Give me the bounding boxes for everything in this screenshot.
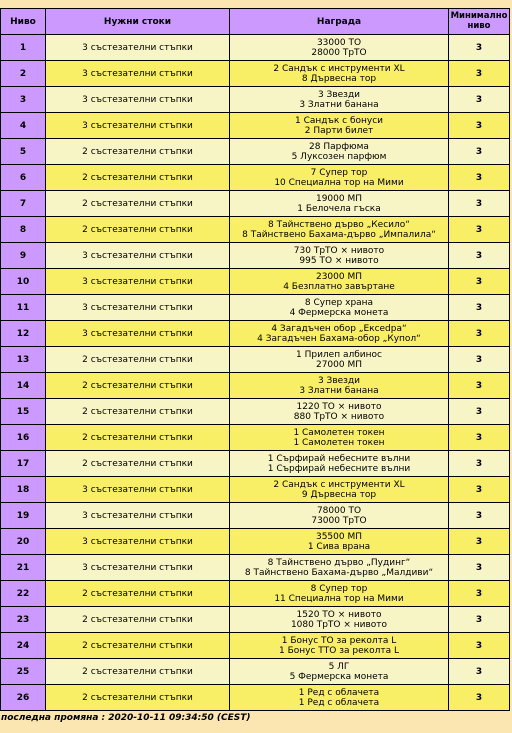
goods-cell: 3 състезателни стъпки bbox=[46, 477, 229, 502]
header-min-level: Минимално ниво bbox=[449, 9, 509, 34]
level-cell: 19 bbox=[1, 503, 45, 528]
level-cell: 24 bbox=[1, 633, 45, 658]
goods-cell: 2 състезателни стъпки bbox=[46, 451, 229, 476]
goods-cell: 3 състезателни стъпки bbox=[46, 321, 229, 346]
reward-cell bbox=[230, 555, 448, 580]
goods-cell: 2 състезателни стъпки bbox=[46, 399, 229, 424]
min-level-cell: 3 bbox=[449, 633, 509, 658]
reward-line: 4 Загадъчен обор „Ексedра“ bbox=[271, 323, 407, 334]
min-level-cell: 3 bbox=[449, 477, 509, 502]
level-cell: 12 bbox=[1, 321, 45, 346]
table-row bbox=[1, 191, 509, 216]
reward-line: 1 Сива врана bbox=[307, 541, 371, 552]
goods-cell: 2 състезателни стъпки bbox=[46, 633, 229, 658]
reward-cell bbox=[230, 243, 448, 268]
table-row bbox=[1, 165, 509, 190]
reward-line: 35500 МП bbox=[315, 531, 363, 542]
reward-cell bbox=[230, 269, 448, 294]
min-level-cell: 3 bbox=[449, 373, 509, 398]
table-row bbox=[1, 581, 509, 606]
reward-cell bbox=[230, 659, 448, 684]
min-level-cell: 3 bbox=[449, 61, 509, 86]
table-row bbox=[1, 659, 509, 684]
reward-line: 1080 ТрТО × нивото bbox=[290, 619, 388, 630]
min-level-cell: 3 bbox=[449, 607, 509, 632]
goods-cell: 2 състезателни стъпки bbox=[46, 685, 229, 710]
reward-line: 8 Тайнствено Бахама-дърво „Импалила“ bbox=[242, 229, 436, 240]
min-level-cell: 3 bbox=[449, 425, 509, 450]
reward-line: 1 Самолетен токен bbox=[293, 427, 385, 438]
table-row bbox=[1, 87, 509, 112]
table-row bbox=[1, 139, 509, 164]
goods-cell: 2 състезателни стъпки bbox=[46, 659, 229, 684]
table-row bbox=[1, 321, 509, 346]
reward-line: 1 Бонус ТО за реколта L bbox=[281, 635, 397, 646]
level-cell: 23 bbox=[1, 607, 45, 632]
min-level-cell: 3 bbox=[449, 581, 509, 606]
min-level-cell: 3 bbox=[449, 165, 509, 190]
table-row bbox=[1, 425, 509, 450]
min-level-cell: 3 bbox=[449, 295, 509, 320]
reward-line: 8 Тайнствено дърво „Кесило“ bbox=[268, 219, 410, 230]
reward-line: 78000 ТО bbox=[316, 505, 362, 516]
reward-line: 5 Фермерска монета bbox=[289, 671, 389, 682]
level-cell: 1 bbox=[1, 35, 45, 60]
min-level-cell: 3 bbox=[449, 347, 509, 372]
min-level-cell: 3 bbox=[449, 685, 509, 710]
reward-line: 1 Сърфирай небесните вълни bbox=[267, 463, 411, 474]
reward-cell bbox=[230, 295, 448, 320]
reward-cell bbox=[230, 685, 448, 710]
goods-cell: 3 състезателни стъпки bbox=[46, 503, 229, 528]
table-row bbox=[1, 243, 509, 268]
table-row bbox=[1, 607, 509, 632]
reward-line: 1 Сандък с бонуси bbox=[294, 115, 384, 126]
level-cell: 4 bbox=[1, 113, 45, 138]
levels-table bbox=[0, 8, 510, 711]
goods-cell: 2 състезателни стъпки bbox=[46, 373, 229, 398]
header-row bbox=[1, 9, 509, 34]
reward-line: 1220 ТО × нивото bbox=[296, 401, 382, 412]
reward-cell bbox=[230, 113, 448, 138]
reward-line: 8 Дървесна тор bbox=[301, 73, 377, 84]
reward-line: 73000 ТрТО bbox=[311, 515, 367, 526]
level-cell: 25 bbox=[1, 659, 45, 684]
reward-line: 7 Супер тор bbox=[310, 167, 368, 178]
min-level-cell: 3 bbox=[449, 659, 509, 684]
goods-cell: 3 състезателни стъпки bbox=[46, 269, 229, 294]
header-level: Ниво bbox=[1, 9, 45, 34]
level-cell: 14 bbox=[1, 373, 45, 398]
level-cell: 22 bbox=[1, 581, 45, 606]
reward-cell bbox=[230, 529, 448, 554]
goods-cell: 3 състезателни стъпки bbox=[46, 35, 229, 60]
reward-line: 19000 МП bbox=[315, 193, 363, 204]
reward-line: 33000 ТО bbox=[316, 37, 362, 48]
reward-line: 28 Парфюма bbox=[309, 141, 369, 152]
reward-line: 2 Сандък с инструменти XL bbox=[273, 63, 405, 74]
reward-line: 1 Сърфирай небесните вълни bbox=[267, 453, 411, 464]
reward-line: 28000 ТрТО bbox=[311, 47, 367, 58]
goods-cell: 2 състезателни стъпки bbox=[46, 165, 229, 190]
reward-cell bbox=[230, 633, 448, 658]
table-row bbox=[1, 529, 509, 554]
goods-cell: 2 състезателни стъпки bbox=[46, 581, 229, 606]
goods-cell: 2 състезателни стъпки bbox=[46, 191, 229, 216]
goods-cell: 2 състезателни стъпки bbox=[46, 347, 229, 372]
reward-line: 5 Луксозен парфюм bbox=[291, 151, 387, 162]
header-goods: Нужни стоки bbox=[46, 9, 229, 34]
level-cell: 11 bbox=[1, 295, 45, 320]
reward-line: 3 Златни банана bbox=[299, 99, 379, 110]
reward-cell bbox=[230, 347, 448, 372]
goods-cell: 2 състезателни стъпки bbox=[46, 607, 229, 632]
reward-line: 4 Загадъчен Бахама-обор „Купол“ bbox=[257, 333, 421, 344]
reward-line: 27000 МП bbox=[315, 359, 363, 370]
reward-line: 730 ТрТО × нивото bbox=[293, 245, 385, 256]
levels-table-body bbox=[1, 35, 509, 710]
goods-cell: 2 състезателни стъпки bbox=[46, 139, 229, 164]
table-row bbox=[1, 451, 509, 476]
goods-cell: 2 състезателни стъпки bbox=[46, 425, 229, 450]
reward-line: 1 Ред с облачета bbox=[298, 687, 380, 698]
reward-cell bbox=[230, 607, 448, 632]
reward-line: 9 Дървесна тор bbox=[301, 489, 377, 500]
reward-line: 1520 ТО × нивото bbox=[296, 609, 382, 620]
reward-cell bbox=[230, 61, 448, 86]
reward-cell bbox=[230, 503, 448, 528]
level-cell: 15 bbox=[1, 399, 45, 424]
reward-line: 3 Звезди bbox=[317, 89, 361, 100]
table-row bbox=[1, 633, 509, 658]
min-level-cell: 3 bbox=[449, 529, 509, 554]
goods-cell: 3 състезателни стъпки bbox=[46, 87, 229, 112]
reward-line: 8 Тайнствено дърво „Пудинг“ bbox=[267, 557, 411, 568]
goods-cell: 3 състезателни стъпки bbox=[46, 113, 229, 138]
level-cell: 2 bbox=[1, 61, 45, 86]
last-modified: последна промяна : 2020-10-11 09:34:50 (CEST) bbox=[1, 713, 251, 723]
reward-cell bbox=[230, 165, 448, 190]
min-level-cell: 3 bbox=[449, 243, 509, 268]
reward-line: 8 Супер тор bbox=[310, 583, 368, 594]
level-cell: 20 bbox=[1, 529, 45, 554]
reward-line: 11 Специална тор на Мими bbox=[274, 593, 404, 604]
reward-line: 8 Тайнствено Бахама-дърво „Малдиви“ bbox=[244, 567, 434, 578]
level-cell: 16 bbox=[1, 425, 45, 450]
min-level-cell: 3 bbox=[449, 399, 509, 424]
header-reward: Награда bbox=[230, 9, 448, 34]
table-row bbox=[1, 399, 509, 424]
table-row bbox=[1, 685, 509, 710]
min-level-cell: 3 bbox=[449, 87, 509, 112]
goods-cell: 2 състезателни стъпки bbox=[46, 217, 229, 242]
reward-line: 2 Сандък с инструменти XL bbox=[273, 479, 405, 490]
level-cell: 7 bbox=[1, 191, 45, 216]
level-cell: 17 bbox=[1, 451, 45, 476]
reward-line: 1 Самолетен токен bbox=[293, 437, 385, 448]
reward-line: 1 Белочела гъска bbox=[297, 203, 381, 214]
reward-line: 10 Специална тор на Мими bbox=[274, 177, 404, 188]
reward-line: 5 ЛГ bbox=[328, 661, 350, 672]
table-row bbox=[1, 503, 509, 528]
min-level-cell: 3 bbox=[449, 35, 509, 60]
table-row bbox=[1, 217, 509, 242]
reward-cell bbox=[230, 87, 448, 112]
min-level-cell: 3 bbox=[449, 217, 509, 242]
table-row bbox=[1, 347, 509, 372]
level-cell: 3 bbox=[1, 87, 45, 112]
level-cell: 13 bbox=[1, 347, 45, 372]
table-row bbox=[1, 373, 509, 398]
reward-line: 4 Фермерска монета bbox=[289, 307, 389, 318]
level-cell: 26 bbox=[1, 685, 45, 710]
level-cell: 18 bbox=[1, 477, 45, 502]
min-level-cell: 3 bbox=[449, 139, 509, 164]
reward-cell bbox=[230, 581, 448, 606]
reward-line: 1 Бонус ТТО за реколта L bbox=[279, 645, 399, 656]
reward-line: 23000 МП bbox=[315, 271, 363, 282]
table-row bbox=[1, 555, 509, 580]
min-level-cell: 3 bbox=[449, 191, 509, 216]
min-level-cell: 3 bbox=[449, 269, 509, 294]
min-level-cell: 3 bbox=[449, 113, 509, 138]
reward-line: 4 Безплатно завъртане bbox=[283, 281, 395, 292]
table-row bbox=[1, 269, 509, 294]
reward-cell bbox=[230, 373, 448, 398]
reward-cell bbox=[230, 477, 448, 502]
table-row bbox=[1, 295, 509, 320]
reward-cell bbox=[230, 451, 448, 476]
reward-cell bbox=[230, 191, 448, 216]
reward-line: 880 ТрТО × нивото bbox=[293, 411, 385, 422]
reward-cell bbox=[230, 35, 448, 60]
level-cell: 9 bbox=[1, 243, 45, 268]
level-cell: 21 bbox=[1, 555, 45, 580]
reward-cell bbox=[230, 399, 448, 424]
reward-cell bbox=[230, 139, 448, 164]
reward-line: 995 ТО × нивото bbox=[299, 255, 379, 266]
level-cell: 6 bbox=[1, 165, 45, 190]
reward-line: 1 Прилеп албинос bbox=[296, 349, 382, 360]
reward-cell bbox=[230, 425, 448, 450]
reward-cell bbox=[230, 321, 448, 346]
min-level-cell: 3 bbox=[449, 321, 509, 346]
reward-line: 1 Ред с облачета bbox=[298, 697, 380, 708]
table-row bbox=[1, 477, 509, 502]
level-cell: 8 bbox=[1, 217, 45, 242]
level-cell: 5 bbox=[1, 139, 45, 164]
min-level-cell: 3 bbox=[449, 503, 509, 528]
goods-cell: 3 състезателни стъпки bbox=[46, 61, 229, 86]
goods-cell: 3 състезателни стъпки bbox=[46, 295, 229, 320]
reward-line: 3 Златни банана bbox=[299, 385, 379, 396]
level-cell: 10 bbox=[1, 269, 45, 294]
table-row bbox=[1, 61, 509, 86]
reward-cell bbox=[230, 217, 448, 242]
table-row bbox=[1, 113, 509, 138]
reward-line: 2 Парти билет bbox=[304, 125, 374, 136]
goods-cell: 3 състезателни стъпки bbox=[46, 555, 229, 580]
goods-cell: 3 състезателни стъпки bbox=[46, 243, 229, 268]
reward-line: 8 Супер храна bbox=[304, 297, 374, 308]
min-level-cell: 3 bbox=[449, 451, 509, 476]
goods-cell: 3 състезателни стъпки bbox=[46, 529, 229, 554]
reward-line: 3 Звезди bbox=[317, 375, 361, 386]
min-level-cell: 3 bbox=[449, 555, 509, 580]
table-row bbox=[1, 35, 509, 60]
